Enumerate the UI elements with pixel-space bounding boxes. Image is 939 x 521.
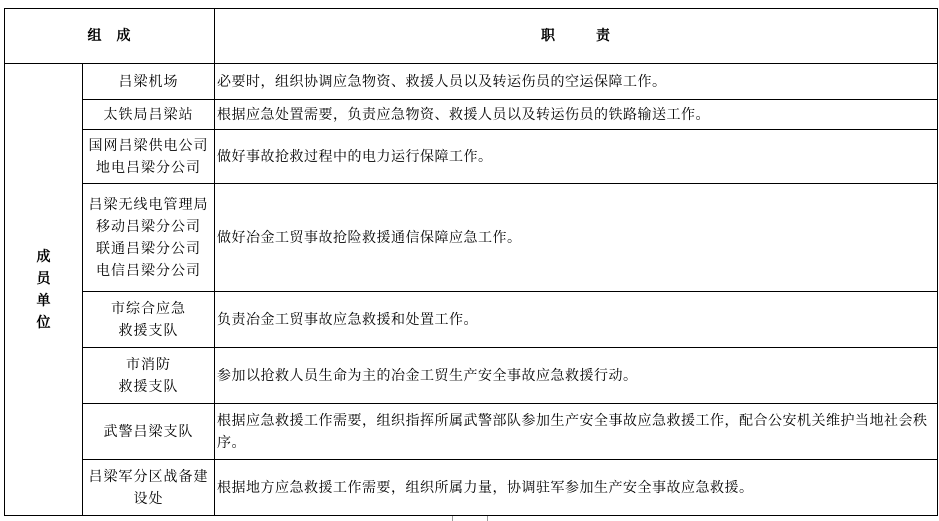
duty-cell: 做好事故抢救过程中的电力运行保障工作。 [215,130,938,184]
unit-name: 国网吕梁供电公司 [88,137,209,154]
unit-cell [83,460,215,516]
unit-name: 市消防 [126,356,171,373]
unit-cell [83,64,215,100]
unit-name: 移动吕梁分公司 [96,218,201,235]
unit-name: 吕梁机场 [118,73,179,90]
duty-cell: 负责冶金工贸事故应急救援和处置工作。 [215,292,938,348]
unit-cell [83,130,215,184]
table-row [5,460,938,516]
header-row [5,9,938,64]
unit-cell [83,100,215,130]
unit-name: 武警吕梁支队 [103,423,194,440]
table-row [5,184,938,292]
duty-cell: 必要时，组织协调应急物资、救援人员以及转运伤员的空运保障工作。 [215,64,938,100]
unit-name: 吕梁军分区战备建 [88,468,209,485]
unit-name: 救援支队 [118,378,179,395]
unit-name: 吕梁无线电管理局 [88,196,209,213]
duty-cell: 参加以抢救人员生命为主的冶金工贸生产安全事故应急救援行动。 [215,348,938,404]
duty-cell: 根据地方应急救援工作需要，组织所属力量，协调驻军参加生产安全事故应急救援。 [215,460,938,516]
group-label-member-units [5,64,83,516]
table-row [5,404,938,460]
unit-name: 市综合应急 [111,300,186,317]
unit-name: 太铁局吕梁站 [103,106,194,123]
group-label-char: 位 [36,314,51,331]
unit-name: 联通吕梁分公司 [96,240,201,257]
unit-cell [83,404,215,460]
table-row [5,64,938,100]
table-row [5,100,938,130]
duty-cell: 根据应急救援工作需要，组织指挥所属武警部队参加生产安全事故应急救援工作，配合公安机关维护当地社会秩序。 [215,404,938,460]
unit-cell [83,184,215,292]
page-edge-mark [452,516,488,521]
group-label-char: 单 [36,292,51,309]
group-label-char: 成 [36,248,51,265]
unit-name: 设处 [133,490,164,507]
header-duties [215,9,938,64]
unit-name: 电信吕梁分公司 [96,262,201,279]
duty-cell: 根据应急处置需要，负责应急物资、救援人员以及转运伤员的铁路输送工作。 [215,100,938,130]
header-composition-char: 成 [116,28,132,44]
header-duties-char: 责 [596,28,611,44]
group-label-char: 员 [36,270,51,287]
unit-cell [83,292,215,348]
header-composition [5,9,215,64]
header-composition-char: 组 [87,28,103,44]
table-row [5,130,938,184]
unit-cell [83,348,215,404]
header-duties-char: 职 [541,28,556,44]
table-row [5,292,938,348]
table-row [5,348,938,404]
member-units-table [4,8,938,516]
unit-name: 地电吕梁分公司 [96,159,201,176]
duty-cell: 做好冶金工贸事故抢险救援通信保障应急工作。 [215,184,938,292]
unit-name: 救援支队 [118,322,179,339]
